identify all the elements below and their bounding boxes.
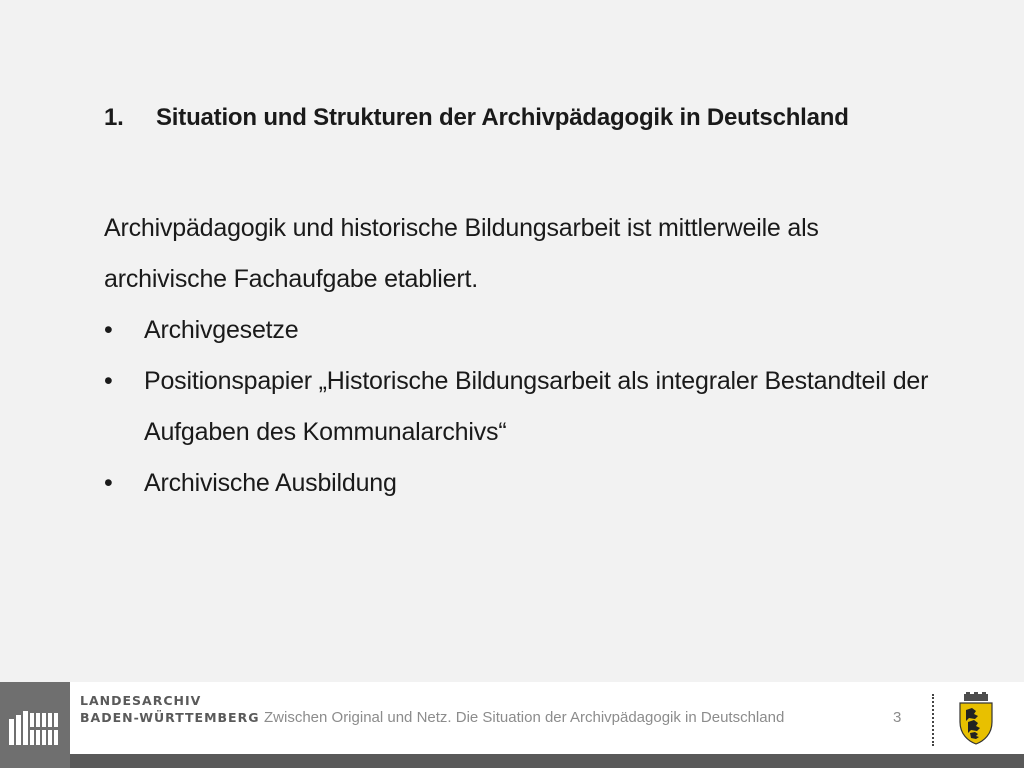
bullet-text: Positionspapier „Historische Bildungsarbeit als integraler Bestandteil der Aufgaben des Kommunalarchivs“ (144, 367, 929, 446)
bullet-glyph: • (104, 367, 113, 395)
heading-number: 1. (104, 104, 124, 131)
intro-paragraph: Archivpädagogik und historische Bildungsarbeit ist mittlerweile als archivische Fachaufgabe etabliert. (104, 214, 819, 293)
bullet-list (104, 305, 944, 509)
slide-body (104, 203, 944, 509)
bullet-glyph: • (104, 469, 113, 497)
slide-footer (0, 682, 1024, 768)
footer-title: Zwischen Original und Netz. Die Situation der Archivpädagogik in Deutschland (264, 709, 785, 726)
coat-of-arms-icon (956, 692, 996, 751)
bullet-text: Archivische Ausbildung (144, 469, 397, 497)
bullet-glyph: • (104, 316, 113, 344)
logo-wordmark (80, 692, 259, 726)
heading-text: Situation und Strukturen der Archivpädagogik in Deutschland (156, 104, 849, 131)
bullet-item (104, 356, 944, 458)
bullet-item (104, 458, 944, 509)
slide-heading (104, 104, 849, 132)
bullet-item (104, 305, 944, 356)
bullet-text: Archivgesetze (144, 316, 299, 344)
logo-line-1: LANDESARCHIV (80, 693, 202, 708)
footer-bottom-bar (70, 754, 1024, 768)
logo-line-2: BADEN-WÜRTTEMBERG (80, 710, 260, 725)
page-number: 3 (893, 709, 902, 726)
footer-divider (932, 694, 934, 746)
archive-building-icon (0, 682, 70, 768)
